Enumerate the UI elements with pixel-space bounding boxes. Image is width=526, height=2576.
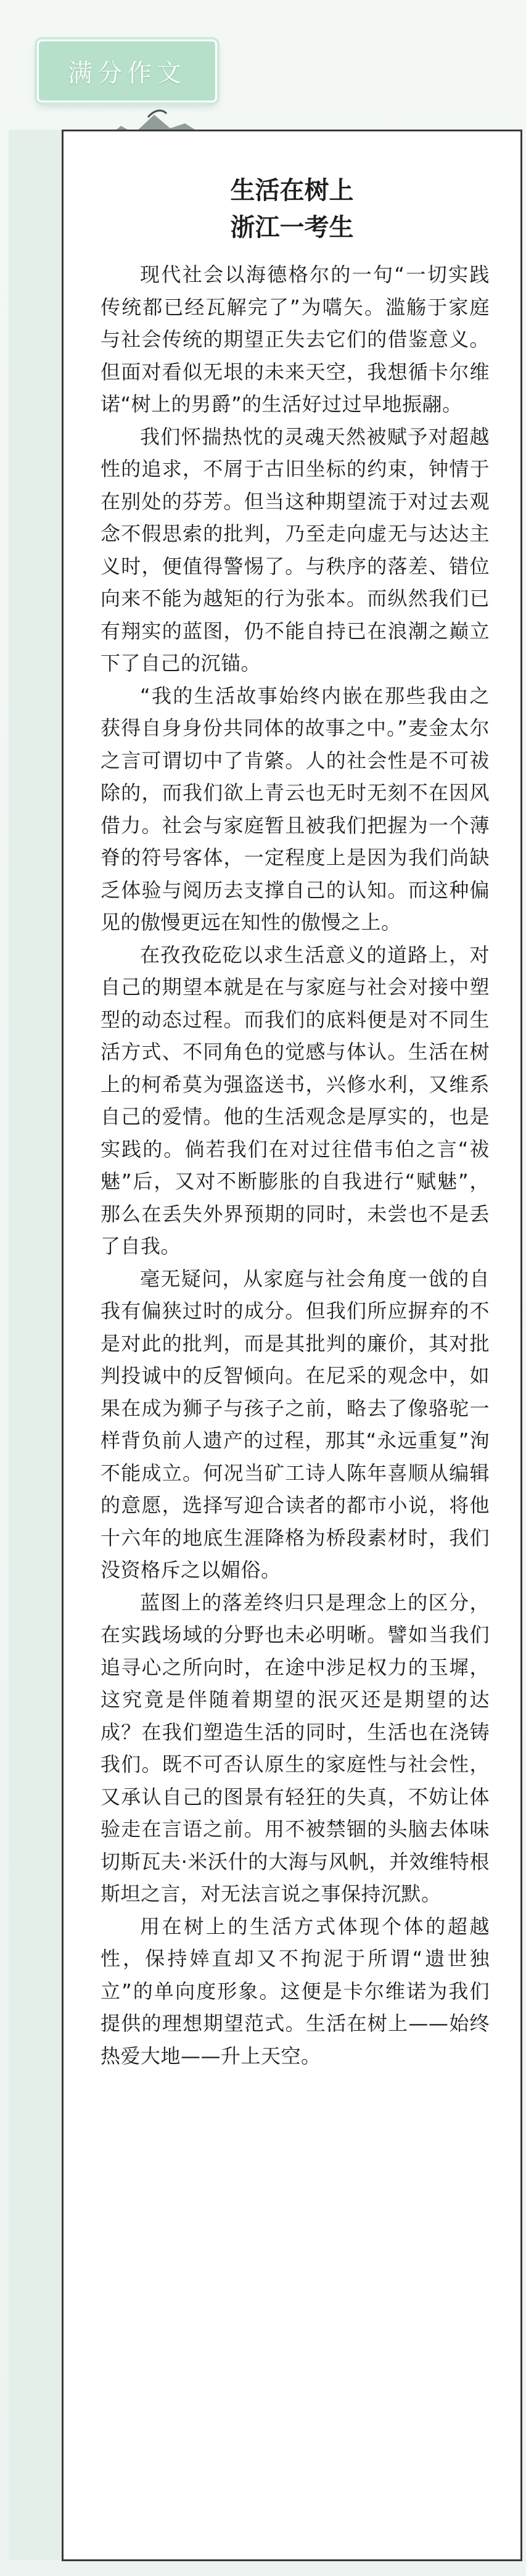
category-badge: [37, 39, 217, 102]
left-accent-bar: [9, 130, 62, 2560]
article-title: 生活在树上: [230, 176, 354, 205]
article-paragraph: 蓝图上的落差终归只是理念上的区分，在实践场域的分野也未必明晰。譬如当我们追寻心之所向时，在途中涉足权力的玉墀，这究竟是伴随着期望的泯灭还是期望的达成？在我们塑造生活的同时，生活也在浇铸我们。既不可否认原生的家庭性与社会性，又承认自己的图景有轻狂的失真，不妨让体验走在言语之前。用不被禁锢的头脑去体味切斯瓦夫·米沃什的大海与风帆，并效维特根斯坦之言，对无法言说之事保持沉默。: [101, 1590, 490, 1905]
article-paragraph: 用在树上的生活方式体现个体的超越性，保持婞直却又不拘泥于所谓“遗世独立”的单向度形象。这便是卡尔维诺为我们提供的理想期望范式。生活在树上——始终热爱大地——升上天空。: [101, 1914, 490, 2068]
article-paragraph: 毫无疑问，从家庭与社会角度一戗的自我有偏狭过时的成分。但我们所应摒弃的不是对此的批判，而是其批判的廉价，其对批判投诚中的反智倾向。在尼采的观念中，如果在成为狮子与孩子之前，略去了像骆驼一样背负前人遗产的过程，那其“永远重复”洵不能成立。何况当矿工诗人陈年喜顺从编辑的意愿，选择写迎合读者的都市小说，将他十六年的地底生涯降格为桥段素材时，我们没资格斥之以媚俗。: [101, 1266, 490, 1582]
article-body: [101, 258, 490, 2072]
article-paragraph: 现代社会以海德格尔的一句“一切实践传统都已经瓦解完了”为嚆矢。滥觞于家庭与社会传统的期望正失去它们的借鉴意义。但面对看似无垠的未来天空，我想循卡尔维诺“树上的男爵”的生活好过过早地振翮。: [101, 263, 490, 416]
article-paragraph: “我的生活故事始终内嵌在那些我由之获得自身身份共同体的故事之中。”麦金太尔之言可谓切中了肯綮。人的社会性是不可祓除的，而我们欲上青云也无时无刻不在因风借力。社会与家庭暂且被我们把握为一个薄脊的符号客体，一定程度上是因为我们尚缺乏体验与阅历去支撑自己的认知。而这种偏见的傲慢更远在知性的傲慢之上。: [101, 683, 490, 934]
article-paragraph: 在孜孜矻矻以求生活意义的道路上，对自己的期望本就是在与家庭与社会对接中塑型的动态过程。而我们的底料便是对不同生活方式、不同角色的觉感与体认。生活在树上的柯希莫为强盗送书，兴修水利，又维系自己的爱情。他的生活观念是厚实的，也是实践的。倘若我们在对过往借韦伯之言“祓魅”后，又对不断膨胀的自我进行“赋魅”，那么在丢失外界预期的同时，未尝也不是丢了自我。: [101, 943, 490, 1258]
article-author: 浙江一考生: [230, 213, 354, 242]
category-badge-label: 满分作文: [68, 59, 186, 88]
article-paragraph: 我们怀揣热忱的灵魂天然被赋予对超越性的追求，不屑于古旧坐标的约束，钟情于在别处的芬芳。但当这种期望流于对过去观念不假思索的批判，乃至走向虚无与达达主义时，便值得警惕了。与秩序的落差、错位向来不能为越矩的行为张本。而纵然我们已有翔实的蓝图，仍不能自持已在浪潮之巅立下了自己的沉锚。: [101, 424, 490, 675]
article-frame: [62, 130, 522, 2561]
